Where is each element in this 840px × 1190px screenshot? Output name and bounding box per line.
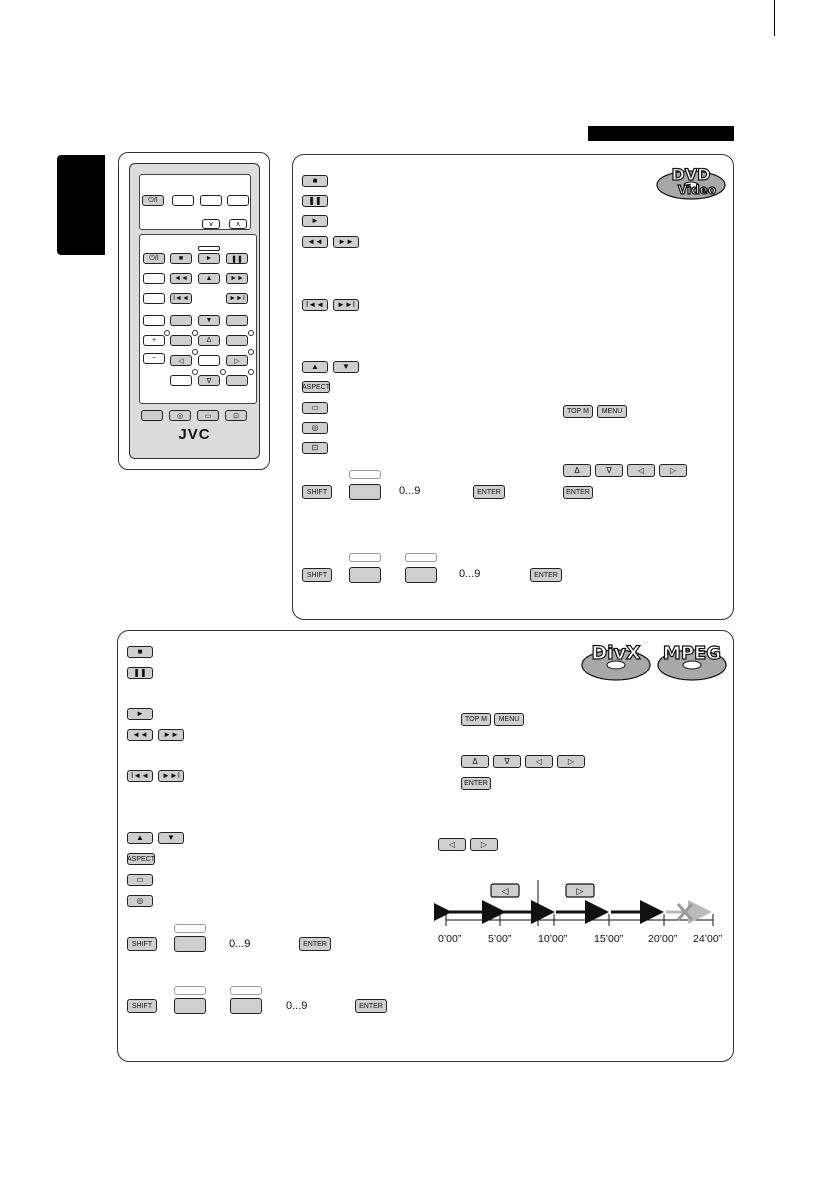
digit-range-text: 0...9 [459,568,481,580]
down-button[interactable] [198,315,220,326]
play-button[interactable] [198,253,220,264]
cursor-right-key-2 [470,838,498,851]
audio-icon: ◎ [311,423,319,432]
enter-key-2 [355,999,387,1013]
cursor-up-button[interactable] [198,335,220,346]
angle-key [302,442,328,454]
function-key [405,567,437,583]
arrow-down-icon: ▼ [342,362,350,371]
menu-key [597,405,627,418]
power-button-2[interactable] [143,253,165,264]
angle-icon: ⊡ [311,443,319,452]
arrow-right-icon: ▷ [480,839,488,849]
cursor-down-key [595,464,623,477]
arrow-down-icon: ∇ [504,756,510,766]
arrow-left-icon: ◁ [535,756,543,766]
shift-key [302,485,332,499]
power-icon: ⏻/I [148,196,158,204]
arrow-left-icon: ◁ [178,357,184,365]
play-icon: ► [136,709,144,718]
digit-keys-range [286,1000,307,1012]
top-menu-key [563,405,593,418]
remote-key[interactable] [170,375,192,386]
language-tab [57,155,105,255]
badge-divx-text: DivX [591,642,641,664]
function-key [349,567,381,583]
skip-forward-button[interactable] [226,293,248,304]
page-top-rule [774,0,775,36]
skip-forward-icon: ►►I [336,300,356,309]
remote-key[interactable] [200,195,222,206]
volume-up-button[interactable] [143,335,165,346]
chevron-down-icon: ∨ [208,221,214,228]
up-key [127,832,153,844]
cursor-up-key [563,464,591,477]
menu-key-label: MENU [498,716,520,723]
angle-button[interactable] [225,410,247,421]
cursor-right-key [557,755,585,768]
skip-forward-icon: ►►I [161,771,181,780]
section-title-bar [588,126,734,141]
key-label-box [230,986,262,995]
arrow-left-icon: ◁ [637,465,645,475]
skip-forward-key [333,299,359,311]
function-key [230,998,262,1014]
remote-key[interactable] [226,375,248,386]
dvd-video-badge [655,163,727,201]
minus-icon: − [151,355,157,362]
cursor-down-key [493,755,521,768]
pause-key [127,667,153,679]
timeline-label: 15’00” [594,933,624,945]
shift-key-label: SHIFT [131,1002,153,1010]
skip-forward-key [158,770,184,782]
mpeg-badge [656,637,728,683]
arrow-up-icon: ▲ [205,275,213,282]
down-key [333,361,359,373]
skip-back-button[interactable] [170,293,192,304]
fast-forward-icon: ►► [230,275,244,282]
top-menu-key-label: TOP M [567,408,589,415]
subtitle-button[interactable] [197,410,219,421]
stop-icon: ■ [137,647,143,656]
arrow-down-icon: ∇ [606,465,612,475]
key-label-box [405,553,437,562]
enter-key [473,485,505,499]
remote-key-label [198,246,220,251]
remote-key[interactable] [198,355,220,366]
timeline-label: 20’00” [648,933,678,945]
remote-key[interactable] [141,410,163,421]
subtitle-icon: ▭ [204,412,212,420]
enter-key-label: ENTER [464,780,488,787]
shift-key-2 [302,568,332,582]
play-key [302,215,328,227]
key-label-box [349,470,381,479]
shift-key-label: SHIFT [131,940,153,948]
pause-button[interactable] [226,253,248,264]
key-label-box [349,553,381,562]
plus-icon: + [151,337,157,344]
shift-key [127,937,157,951]
timeline-label: 5’00” [488,933,512,945]
arrow-up-icon: ▲ [136,833,144,842]
timeline-label: 24’00” [693,933,723,945]
rewind-key [127,729,153,741]
channel-down-button[interactable] [202,219,220,229]
remote-key[interactable] [143,273,165,284]
pause-icon: ❚❚ [133,668,147,677]
skip-back-key [127,770,153,782]
badge-video-text: Video [677,183,717,197]
shift-key-2 [127,999,157,1013]
divx-mpeg-panel [117,630,734,1062]
arrow-up-icon: ▲ [311,362,319,371]
pause-icon: ❚❚ [231,255,243,263]
cursor-left-button[interactable] [170,355,192,366]
rewind-icon: ◄◄ [132,730,148,739]
stop-icon: ■ [178,255,184,262]
arrow-left-icon: ◁ [501,887,509,897]
indicator-dot [248,349,254,355]
cursor-down-button[interactable] [198,375,220,386]
up-button[interactable] [198,273,220,284]
arrow-right-icon: ▷ [234,357,240,365]
indicator-dot [248,369,254,375]
fast-forward-icon: ►► [338,237,354,246]
enter-key-label: ENTER [359,1002,383,1010]
function-key [349,484,381,500]
pause-icon: ❚❚ [308,196,322,205]
remote-key[interactable] [170,335,192,346]
fast-forward-button[interactable] [226,273,248,284]
play-icon: ► [311,216,319,225]
subtitle-key [127,874,153,886]
subtitle-icon: ▭ [136,875,144,884]
audio-icon: ◎ [136,896,144,905]
remote-key[interactable] [226,315,248,326]
enter-key-3 [563,486,593,499]
remote-control [118,152,270,470]
cursor-right-key [659,464,687,477]
indicator-dot [248,330,254,336]
digit-range-text: 0...9 [399,485,421,497]
rewind-key [302,236,328,248]
stop-icon: ■ [312,176,318,185]
arrow-down-icon: ▼ [205,317,213,324]
remote-key[interactable] [172,195,194,206]
search-timeline-diagram [434,876,730,946]
cursor-left-key-2 [438,838,466,851]
aspect-key [127,853,155,865]
timeline-label: 10’00” [538,933,568,945]
skip-back-key [302,299,328,311]
fast-forward-key [333,236,359,248]
aspect-key-label: ASPECT [127,855,156,863]
pause-key [302,195,328,207]
play-icon: ► [205,255,213,262]
audio-button[interactable] [169,410,191,421]
cursor-right-button[interactable] [226,355,248,366]
volume-down-button[interactable] [143,353,165,364]
dvd-video-panel [292,154,734,620]
function-key [174,936,206,952]
menu-key-label: MENU [601,408,623,415]
key-label-box [174,986,206,995]
digit-range-text: 0...9 [229,938,251,950]
arrow-down-icon: ∇ [206,377,212,385]
cursor-left-key [525,755,553,768]
arrow-left-icon: ◁ [448,839,456,849]
enter-key-label: ENTER [477,488,501,496]
enter-key-2 [530,568,562,582]
aspect-key-label: ASPECT [302,383,331,391]
enter-key-3 [461,777,491,790]
chevron-up-icon: ∧ [235,221,241,228]
remote-key[interactable] [143,315,165,326]
stop-key [127,646,153,658]
indicator-dot [164,330,170,336]
enter-key-label: ENTER [303,940,327,948]
enter-key [299,937,331,951]
digit-keys-range [399,485,420,497]
rewind-icon: ◄◄ [307,237,323,246]
down-key [158,832,184,844]
arrow-up-icon: Δ [206,337,212,344]
audio-icon: ◎ [176,412,184,420]
top-menu-key-label: TOP M [465,716,487,723]
indicator-dot [220,369,226,375]
arrow-up-icon: Δ [574,465,580,475]
top-menu-key [461,713,491,726]
remote-top-section [139,174,251,230]
power-icon: ⏻/I [149,254,159,262]
remote-key[interactable] [226,335,248,346]
remote-brand-logo: JVC [178,426,211,443]
skip-back-icon: I◄◄ [305,300,325,309]
stop-button[interactable] [170,253,192,264]
remote-key[interactable] [170,315,192,326]
cursor-up-key [461,755,489,768]
skip-forward-icon: ►►I [229,295,245,302]
digit-range-text: 0...9 [286,1000,308,1012]
key-label-box [174,924,206,933]
timeline-label: 0’00” [438,933,462,945]
remote-key[interactable] [227,195,249,206]
remote-main-section [139,234,257,404]
shift-key-label: SHIFT [306,488,328,496]
play-key [127,708,153,720]
aspect-key [302,381,330,393]
audio-key [302,422,328,434]
subtitle-key [302,402,328,414]
fast-forward-icon: ►► [163,730,179,739]
angle-icon: ⊡ [233,412,239,420]
arrow-right-icon: ▷ [669,465,677,475]
channel-up-button[interactable] [229,219,247,229]
badge-mpeg-text: MPEG [662,643,722,664]
arrow-right-icon: ▷ [576,887,584,897]
audio-key [127,895,153,907]
arrow-right-icon: ▷ [567,756,575,766]
indicator-dot [192,330,198,336]
remote-key[interactable] [143,293,165,304]
cursor-left-key [627,464,655,477]
indicator-dot [192,349,198,355]
digit-keys-range [229,938,250,950]
enter-key-label: ENTER [566,489,590,496]
skip-back-icon: I◄◄ [130,771,150,780]
remote-body [129,163,260,459]
indicator-dot [192,369,198,375]
rewind-icon: ◄◄ [174,275,188,282]
power-button[interactable] [142,195,164,206]
subtitle-icon: ▭ [311,403,319,412]
arrow-up-icon: Δ [472,756,478,766]
badge-dvd-text: DVD [671,165,711,184]
skip-back-icon: I◄◄ [173,295,189,302]
fast-forward-key [158,729,184,741]
shift-key-label: SHIFT [306,571,328,579]
divx-badge [580,637,652,683]
function-key [174,998,206,1014]
rewind-button[interactable] [170,273,192,284]
digit-keys-range [459,568,480,580]
stop-key [302,175,328,187]
enter-key-label: ENTER [534,571,558,579]
arrow-down-icon: ▼ [167,833,175,842]
up-key [302,361,328,373]
menu-key [494,713,524,726]
